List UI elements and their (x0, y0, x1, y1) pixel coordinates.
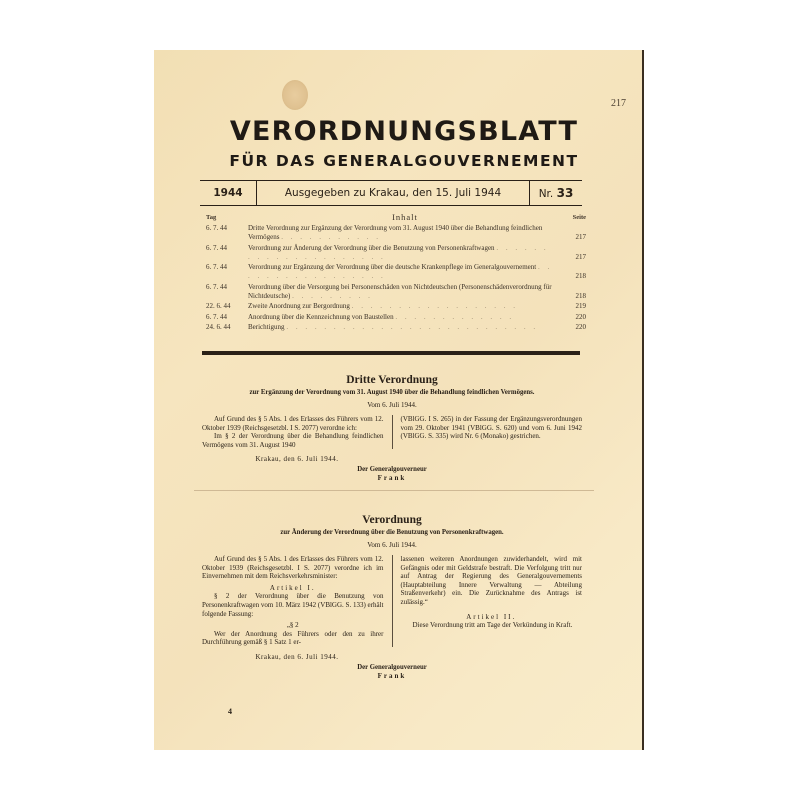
toc-page: 220 (575, 312, 586, 321)
section-verordnung-kraftwagen (202, 514, 582, 680)
issue-number-label: Nr. (538, 188, 554, 200)
paragraph: Wer der Anordnung des Führers oder den zu ihrer Durchführung gemäß § 1 Satz 1 er- (202, 629, 384, 647)
toc-heading: Inhalt (392, 212, 418, 222)
section-subtitle: zur Änderung der Verordnung über die Benutzung von Personenkraftwagen. (280, 529, 504, 536)
section-title: Verordnung (362, 514, 422, 526)
right-column (393, 555, 583, 647)
section-title: Dritte Verordnung (346, 374, 438, 386)
section-divider (202, 351, 580, 355)
left-column (202, 415, 393, 449)
toc-row (206, 244, 586, 262)
signer-title: Der Generalgouverneur (357, 663, 427, 671)
toc-title: Verordnung zur Änderung der Verordnung über die Benutzung von Personenkraftwagen . . . . . . . . . . . . . . . . . . . . . (248, 243, 549, 261)
masthead-title: VERORDNUNGSBLATT (229, 116, 579, 147)
toc-date: 6. 7. 44 (206, 243, 227, 252)
paragraph: Im § 2 der Verordnung über die Behandlung feindlichen Vermögens vom 31. August 1940 (202, 432, 384, 449)
signer-name: Frank (377, 671, 407, 680)
toc-date: 24. 6. 44 (206, 323, 231, 331)
toc-header (206, 210, 586, 224)
thin-divider (194, 490, 594, 491)
toc-date: 6. 7. 44 (206, 224, 227, 232)
toc-title: Anordnung über die Kennzeichnung von Baustellen . . . . . . . . . . . . . (248, 312, 515, 321)
toc-page: 219 (575, 302, 586, 310)
footer-mark: 4 (228, 707, 232, 716)
issue-bar (200, 180, 582, 206)
paragraph: § 2 der Verordnung über die Benutzung von Personenkraftwagen vom 10. März 1942 (VBlGG. S. 133) erhält folgende Fassung: (202, 592, 384, 618)
toc-title: Zweite Anordnung zur Bergordnung . . . . . . . . . . . . . . . . . . (248, 302, 518, 310)
paragraph: (VBlGG. I S. 265) in der Fassung der Ergänzungsverordnungen vom 29. Oktober 1941 (VBlGG. S. 620) und vom 6. Juni 1942 (VBlGG. S. 335) wird Nr. 6 (Monako) gestrichen. (400, 415, 582, 441)
water-stain (282, 80, 308, 110)
toc-title: Berichtigung . . . . . . . . . . . . . . . . . . . . . . . . . . . (248, 323, 539, 331)
toc-date: 6. 7. 44 (206, 282, 227, 291)
issue-date: Ausgegeben zu Krakau, den 15. Juli 1944 (257, 181, 530, 205)
place-date: Krakau, den 6. Juli 1944. (255, 455, 339, 464)
section-subtitle: zur Ergänzung der Verordnung vom 31. August 1940 über die Behandlung feindlichen Vermögens. (249, 389, 535, 396)
paragraph: Auf Grund des § 5 Abs. 1 des Erlasses des Führers vom 12. Oktober 1939 (Reichsgesetzbl. I S. 2077) verordne ich: (202, 415, 384, 432)
toc-date: 6. 7. 44 (206, 263, 227, 271)
toc-row (206, 283, 586, 301)
toc-page: 218 (575, 272, 586, 280)
issue-number (530, 181, 582, 205)
toc-row (206, 323, 586, 332)
signer-name: Frank (377, 474, 407, 483)
left-column (202, 555, 393, 647)
toc-page: 218 (575, 291, 586, 300)
toc-row (206, 224, 586, 242)
toc-page: 217 (575, 252, 586, 261)
toc-col-tag: Tag (206, 213, 217, 221)
section-columns (202, 415, 582, 449)
toc-page: 220 (575, 323, 586, 331)
page-number: 217 (611, 98, 626, 109)
toc-title: Verordnung über die Versorgung bei Personenschäden von Nichtdeutschen (Personenschädenverordnung für Nichtdeutsche) . . . . . . . . . (248, 282, 552, 300)
toc-row (206, 313, 586, 322)
paragraph: lassenen weiteren Anordnungen zuwiderhandelt, wird mit Gefängnis oder mit Geldstrafe bestraft. Die Verfolgung tritt nur auf Antrag der Regierung des Generalgouvernements (Hauptabteilung Innere Verwaltung — Abteilung Straßenverkehr) ein. Die Zurücknahme des Antrags ist zulässig.“ (400, 555, 582, 606)
toc-title: Dritte Verordnung zur Ergänzung der Verordnung vom 31. August 1940 über die Behandlung feindlichen Vermögens . . . . . . . . . . . (248, 224, 543, 241)
right-column (393, 415, 583, 449)
section-columns (202, 555, 582, 647)
issue-year: 1944 (200, 181, 257, 205)
toc-col-seite: Seite (572, 213, 586, 221)
paragraph: Auf Grund des § 5 Abs. 1 des Erlasses des Führers vom 12. Oktober 1939 (Reichsgesetzbl. I S. 2077) verordne ich im Einvernehmen mit dem Reichsverkehrsminister: (202, 555, 384, 581)
toc-date: 22. 6. 44 (206, 302, 231, 310)
paragraph: Diese Verordnung tritt am Tage der Verkündung in Kraft. (412, 621, 573, 630)
article-heading: Artikel I. (269, 583, 316, 592)
issue-number-value: 33 (556, 186, 574, 200)
section-date: Vom 6. Juli 1944. (367, 541, 417, 549)
toc-page: 217 (575, 233, 586, 241)
masthead-subtitle: FÜR DAS GENERALGOUVERNEMENT (229, 152, 579, 170)
place-date: Krakau, den 6. Juli 1944. (255, 652, 339, 661)
toc-row (206, 263, 586, 281)
signer-title: Der Generalgouverneur (357, 466, 427, 474)
toc-row (206, 302, 586, 311)
section-date: Vom 6. Juli 1944. (367, 401, 417, 409)
toc-date: 6. 7. 44 (206, 312, 227, 321)
paragraph-sign: „§ 2 (286, 621, 299, 630)
toc-title: Verordnung zur Ergänzung der Verordnung über die deutsche Krankenpflege im Generalgouvernement . . . . . . . . . . . . . . . . . (248, 263, 553, 280)
article-heading: Artikel II. (466, 612, 517, 621)
section-dritte-verordnung (202, 374, 582, 482)
table-of-contents (206, 210, 586, 334)
document-page (154, 50, 644, 750)
